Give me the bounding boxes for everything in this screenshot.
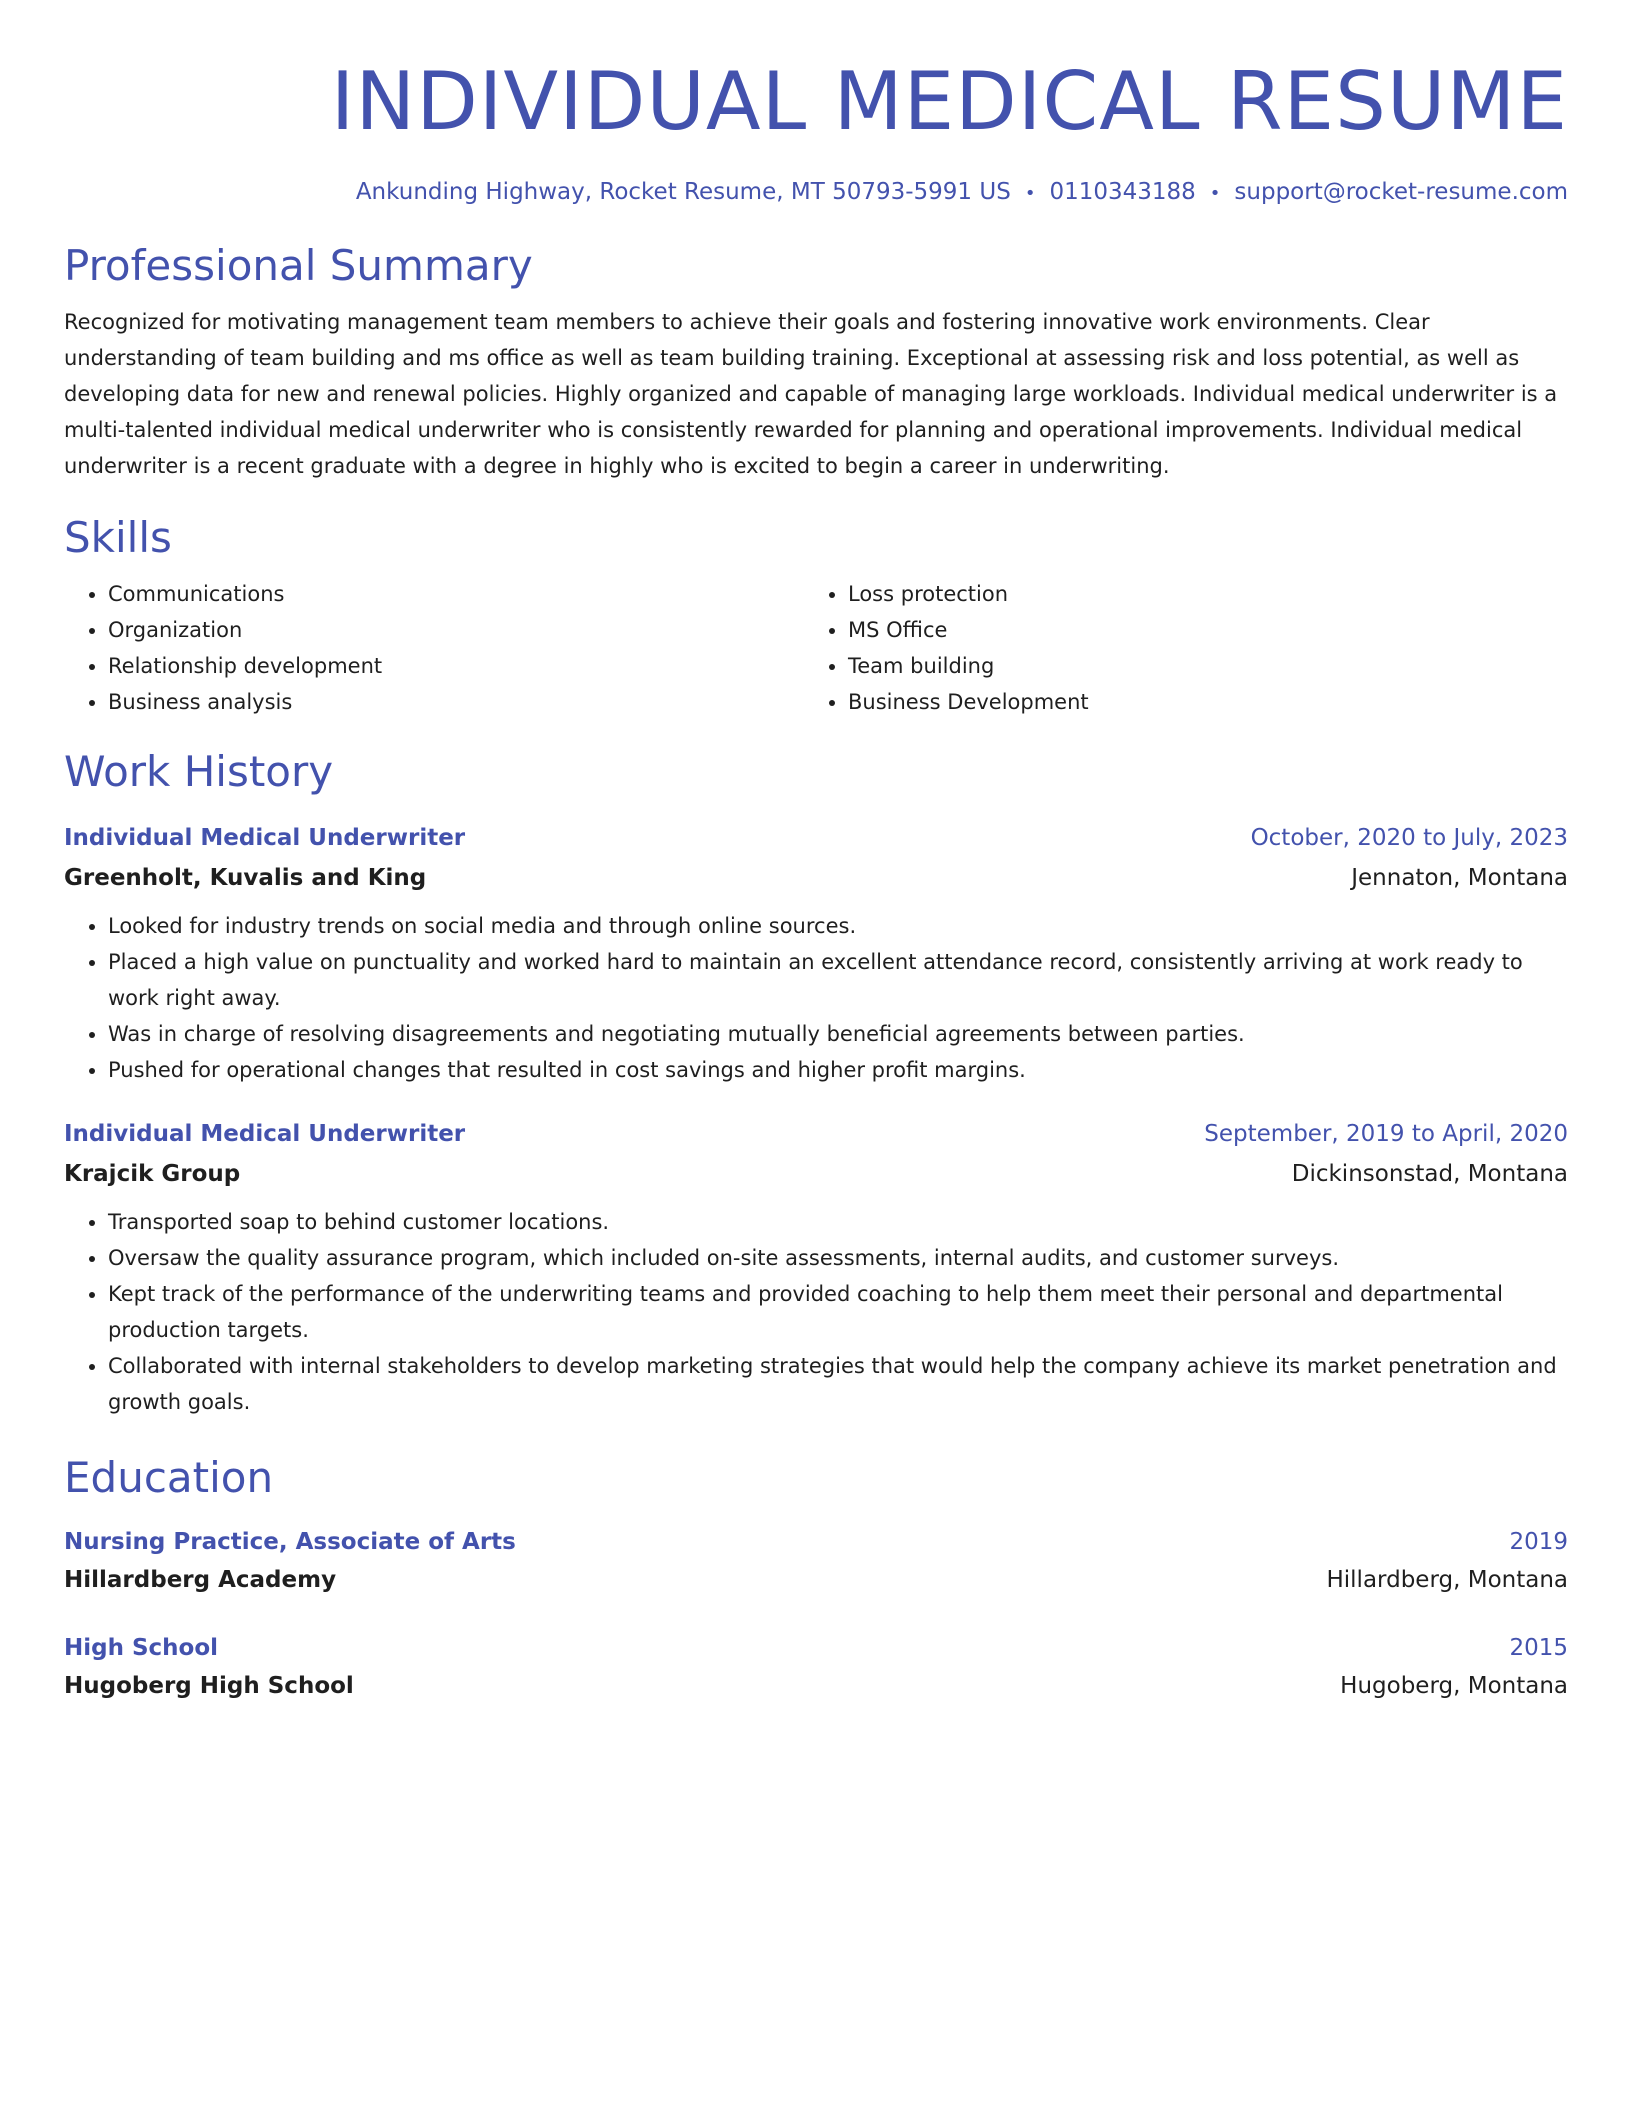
education-entry [64, 1524, 1568, 1598]
skills-list-right [804, 576, 1544, 720]
degree-name: Nursing Practice, Associate of Arts [64, 1529, 516, 1555]
work-entry-header [64, 1116, 1568, 1152]
work-entry [64, 820, 1568, 1088]
summary-text: Recognized for motivating management team members to achieve their goals and fostering innovative work environments. Clear understanding of team building and ms office as well as team building training. Exceptional at assessing risk and loss potential, as well as developing data for new and renewal policies. Highly organized and capable of managing large workloads. Individual medical underwriter is a multi-talented individual medical underwriter who is consistently rewarded for planning and operational improvements. Individual medical underwriter is a recent graduate with a degree in highly who is excited to begin a career in underwriting. [64, 310, 1558, 478]
company-name: Greenholt, Kuvalis and King [64, 865, 427, 891]
skill-item: • Communications [108, 576, 804, 612]
education-entry-header [64, 1630, 1568, 1666]
skill-item: • Business Development [848, 684, 1544, 720]
education-entry-header [64, 1524, 1568, 1560]
job-location: Dickinsonstad, Montana [1291, 1161, 1568, 1187]
contact-line [64, 176, 1568, 210]
skill-item: • Business analysis [108, 684, 804, 720]
skill-item: • Relationship development [108, 648, 804, 684]
section-title-summary: Professional Summary [64, 241, 533, 290]
contact-address: Ankunding Highway, Rocket Resume, MT 50793-5991 US [355, 179, 1011, 205]
job-dates: September, 2019 to April, 2020 [1204, 1121, 1568, 1147]
job-bullet: • Oversaw the quality assurance program, which included on-site assessments, internal audits, and customer surveys. [108, 1240, 1568, 1276]
job-bullet: • Placed a high value on punctuality and worked hard to maintain an excellent attendance record, consistently arriving at work ready to work right away. [108, 944, 1568, 1016]
contact-separator: • [1024, 183, 1036, 204]
section-title-work-history: Work History [64, 747, 334, 796]
contact-email: support@rocket-resume.com [1234, 179, 1568, 205]
job-bullet: • Looked for industry trends on social media and through online sources. [108, 908, 1568, 944]
education-entry-subheader [64, 1668, 1568, 1704]
graduation-year: 2019 [1509, 1529, 1568, 1555]
work-entry-header [64, 820, 1568, 856]
work-entry-subheader [64, 1156, 1568, 1192]
school-name: Hillardberg Academy [64, 1567, 337, 1593]
skill-item: • Team building [848, 648, 1544, 684]
degree-name: High School [64, 1635, 219, 1661]
skill-item: • Organization [108, 612, 804, 648]
education-entry [64, 1630, 1568, 1704]
section-title-skills: Skills [64, 513, 172, 562]
company-name: Krajcik Group [64, 1161, 241, 1187]
skills-list-left [64, 576, 804, 720]
contact-separator: • [1209, 183, 1221, 204]
section-title-education: Education [64, 1453, 274, 1502]
job-title: Individual Medical Underwriter [64, 825, 466, 851]
work-entry-subheader [64, 860, 1568, 896]
job-bullet: • Collaborated with internal stakeholders to develop marketing strategies that would help the company achieve its market penetration and growth goals. [108, 1348, 1568, 1420]
job-title: Individual Medical Underwriter [64, 1121, 466, 1147]
work-entry [64, 1116, 1568, 1420]
school-location: Hugoberg, Montana [1340, 1673, 1568, 1699]
skill-item: • Loss protection [848, 576, 1544, 612]
education-entry-subheader [64, 1562, 1568, 1598]
job-bullets [64, 1204, 1568, 1420]
skill-item: • MS Office [848, 612, 1544, 648]
job-bullet: • Kept track of the performance of the underwriting teams and provided coaching to help them meet their personal and departmental production targets. [108, 1276, 1568, 1348]
job-bullets [64, 908, 1568, 1088]
resume-title: INDIVIDUAL MEDICAL RESUME [330, 55, 1568, 148]
graduation-year: 2015 [1509, 1635, 1568, 1661]
job-bullet: • Was in charge of resolving disagreements and negotiating mutually beneficial agreements between parties. [108, 1016, 1568, 1052]
contact-phone: 0110343188 [1049, 179, 1196, 205]
skills-grid [64, 576, 1568, 720]
school-location: Hillardberg, Montana [1326, 1567, 1568, 1593]
job-dates: October, 2020 to July, 2023 [1250, 825, 1568, 851]
job-bullet: • Transported soap to behind customer locations. [108, 1204, 1568, 1240]
school-name: Hugoberg High School [64, 1673, 354, 1699]
job-bullet: • Pushed for operational changes that resulted in cost savings and higher profit margins. [108, 1052, 1568, 1088]
job-location: Jennaton, Montana [1351, 865, 1568, 891]
